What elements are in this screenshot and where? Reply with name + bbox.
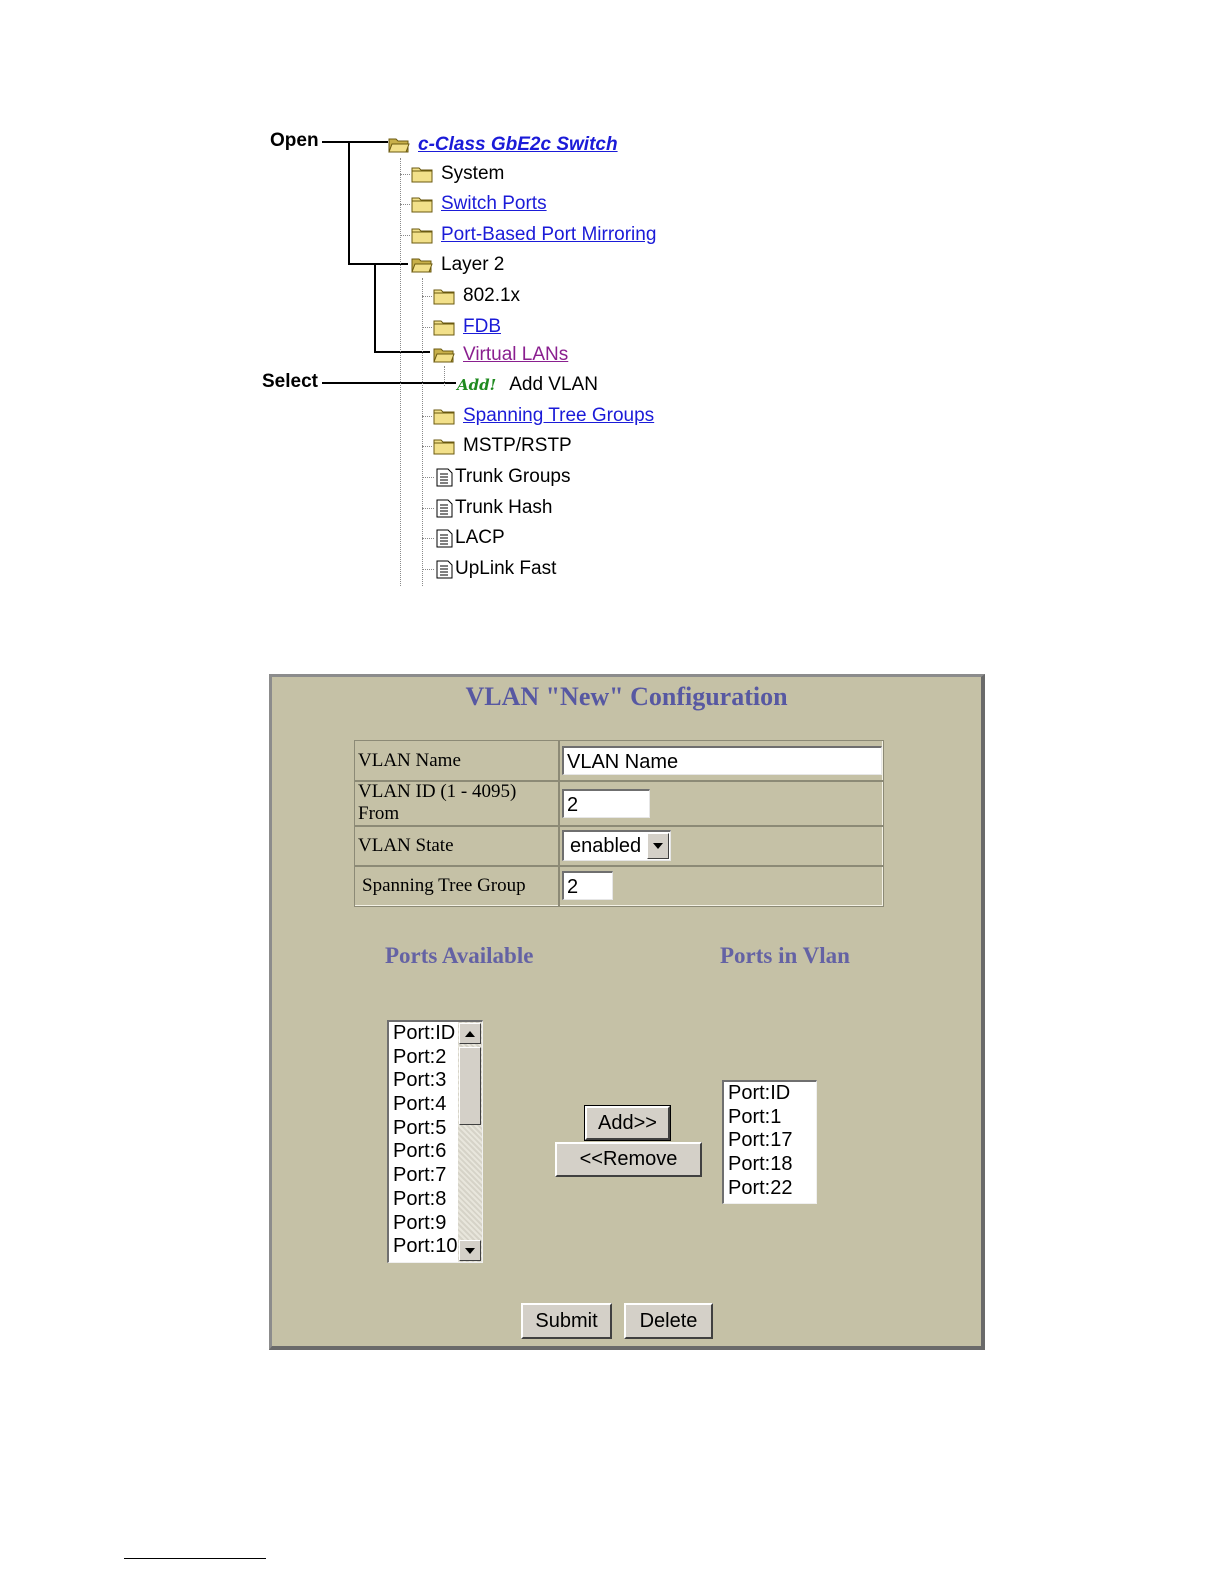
list-item[interactable]: Port:4 <box>393 1093 447 1116</box>
tree-item-fdb[interactable] <box>433 314 501 340</box>
tree-item-uplink-fast[interactable] <box>436 556 556 582</box>
document-icon <box>436 468 453 487</box>
submit-button[interactable]: Submit <box>521 1303 612 1339</box>
callout-line <box>322 382 456 384</box>
callout-line <box>374 263 376 353</box>
list-item[interactable]: Port:1 <box>728 1105 782 1128</box>
scroll-up-icon[interactable] <box>459 1023 481 1044</box>
folder-icon <box>433 407 455 425</box>
tree-item-trunk-hash[interactable] <box>436 495 553 521</box>
tree-item-label: Layer 2 <box>441 254 505 275</box>
field-cell <box>559 741 883 781</box>
list-item[interactable]: Port:22 <box>728 1176 793 1199</box>
callout-select: Select <box>262 371 318 392</box>
vlan-id-input[interactable]: 2 <box>562 789 650 818</box>
field-cell <box>559 866 883 906</box>
tree-item-label: System <box>441 163 505 184</box>
tree-item-label: 802.1x <box>463 285 521 306</box>
tree-item-virtual-lans[interactable] <box>433 342 568 368</box>
folder-icon <box>411 165 433 183</box>
tree-connector <box>422 477 434 478</box>
table-row <box>355 781 883 826</box>
tree-item-label: Add VLAN <box>509 374 598 395</box>
list-item[interactable]: Port:3 <box>393 1069 447 1092</box>
table-row <box>355 826 883 866</box>
tree-item-port-mirroring[interactable] <box>411 222 656 248</box>
field-label: VLAN ID (1 - 4095) From <box>355 781 559 826</box>
tree-item-spanning-tree-groups[interactable] <box>433 403 654 429</box>
tree-item-add-vlan[interactable] <box>457 372 598 398</box>
tree-connector <box>422 296 432 297</box>
tree-root-link[interactable]: c-Class GbE2c Switch <box>418 134 618 155</box>
field-cell <box>559 826 883 866</box>
callout-line <box>348 141 350 265</box>
tree-item-switch-ports[interactable] <box>411 191 547 217</box>
tree-item-8021x[interactable] <box>433 283 520 309</box>
list-item[interactable]: Port:6 <box>393 1140 447 1163</box>
vlan-state-value: enabled <box>570 834 642 857</box>
field-label: VLAN State <box>355 826 559 866</box>
tree-item-lacp[interactable] <box>436 525 505 551</box>
tree-connector <box>400 158 401 586</box>
open-folder-icon <box>388 136 410 154</box>
tree-connector <box>422 416 432 417</box>
open-folder-icon <box>433 346 455 364</box>
navigation-tree <box>0 0 1224 600</box>
folder-icon <box>433 318 455 336</box>
field-label: Spanning Tree Group <box>355 866 559 906</box>
scrollbar[interactable] <box>458 1022 482 1262</box>
tree-connector <box>422 508 434 509</box>
folder-icon <box>411 226 433 244</box>
tree-item-label: Trunk Groups <box>455 466 571 487</box>
tree-connector <box>422 538 434 539</box>
document-icon <box>436 560 453 579</box>
folder-icon <box>433 287 455 305</box>
tree-connector <box>400 174 410 175</box>
table-row <box>355 741 883 781</box>
field-cell <box>559 781 883 826</box>
tree-item-link[interactable]: Spanning Tree Groups <box>463 405 655 426</box>
tree-connector <box>400 204 410 205</box>
list-item[interactable]: Port:ID <box>393 1022 456 1044</box>
tree-connector <box>422 278 423 586</box>
document-icon <box>436 499 453 518</box>
scrollbar-thumb[interactable] <box>459 1047 481 1125</box>
add-button[interactable]: Add>> <box>585 1106 670 1140</box>
list-item[interactable]: Port:10 <box>393 1235 458 1258</box>
list-item[interactable]: Port:ID <box>728 1082 791 1104</box>
tree-item-label: MSTP/RSTP <box>463 435 572 456</box>
table-row <box>355 866 883 906</box>
chevron-down-icon[interactable] <box>647 833 669 859</box>
tree-item-label: UpLink Fast <box>455 558 557 579</box>
vlan-config-panel <box>269 674 985 1350</box>
scroll-down-icon[interactable] <box>459 1240 481 1261</box>
vlan-state-select[interactable] <box>562 830 671 861</box>
tree-item-label: Trunk Hash <box>455 497 553 518</box>
list-item[interactable]: Port:9 <box>393 1211 447 1234</box>
tree-connector <box>422 327 432 328</box>
tree-connector <box>422 569 434 570</box>
tree-item-trunk-groups[interactable] <box>436 464 570 490</box>
callout-line <box>322 141 388 143</box>
list-item[interactable]: Port:17 <box>728 1129 793 1152</box>
folder-icon <box>411 195 433 213</box>
folder-icon <box>433 437 455 455</box>
spanning-tree-group-input[interactable]: 2 <box>562 871 613 900</box>
tree-connector <box>444 366 445 386</box>
remove-button[interactable]: <<Remove <box>555 1142 702 1177</box>
tree-item-system[interactable] <box>411 161 504 187</box>
field-label: VLAN Name <box>355 741 559 781</box>
callout-line <box>348 263 408 265</box>
list-item[interactable]: Port:18 <box>728 1153 793 1176</box>
ports-in-vlan-list[interactable] <box>722 1080 817 1204</box>
list-item[interactable]: Port:2 <box>393 1045 447 1068</box>
panel-title: VLAN "New" Configuration <box>465 682 788 711</box>
footnote-divider <box>124 1558 266 1559</box>
delete-button[interactable]: Delete <box>624 1303 713 1339</box>
tree-item-link[interactable]: Port-Based Port Mirroring <box>441 224 657 245</box>
vlan-name-input[interactable]: VLAN Name <box>562 746 882 775</box>
callout-open: Open <box>270 130 319 151</box>
ports-available-heading: Ports Available <box>385 943 534 968</box>
tree-connector <box>400 235 410 236</box>
vlan-config-table <box>354 740 883 906</box>
tree-root[interactable] <box>388 132 618 158</box>
tree-item-link[interactable]: Virtual LANs <box>463 344 569 365</box>
ports-available-list[interactable] <box>387 1020 483 1263</box>
list-item[interactable]: Port:8 <box>393 1187 447 1210</box>
tree-item-label: LACP <box>455 527 505 548</box>
list-item[interactable]: Port:5 <box>393 1116 447 1139</box>
tree-item-link[interactable]: FDB <box>463 316 501 337</box>
tree-item-mstp-rstp[interactable] <box>433 433 572 459</box>
open-folder-icon <box>411 256 433 274</box>
tree-item-layer-2[interactable] <box>411 252 504 278</box>
ports-in-vlan-heading: Ports in Vlan <box>720 943 850 968</box>
list-item[interactable]: Port:7 <box>393 1164 447 1187</box>
add-badge-icon: Add! <box>457 376 497 394</box>
tree-item-link[interactable]: Switch Ports <box>441 193 547 214</box>
document-icon <box>436 529 453 548</box>
tree-connector <box>422 446 432 447</box>
